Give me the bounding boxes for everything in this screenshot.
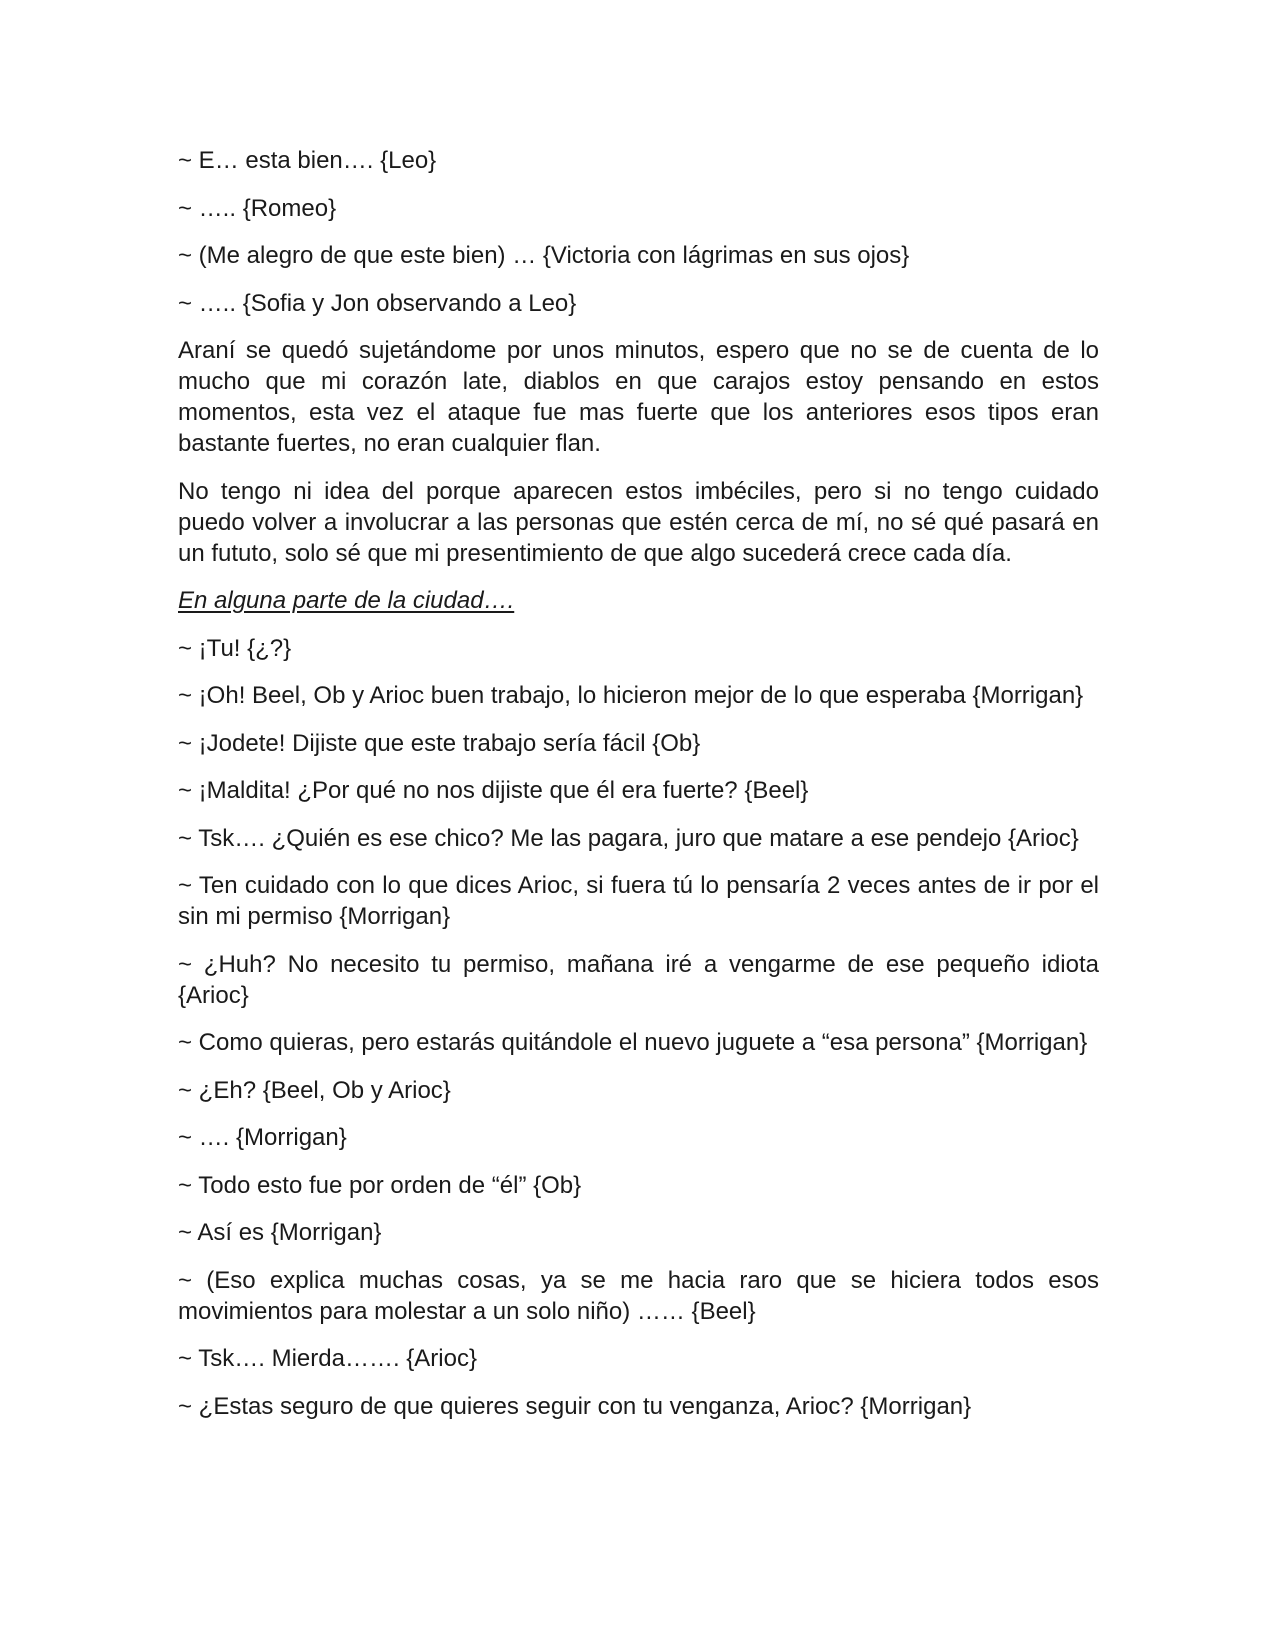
dialogue-line: ~ Ten cuidado con lo que dices Arioc, si fuera tú lo pensaría 2 veces antes de ir por el sin mi permiso {Morrigan} [178,872,1099,930]
dialogue-line: ~ Tsk…. Mierda……. {Arioc} [178,1345,477,1372]
dialogue-line: ~ ¡Jodete! Dijiste que este trabajo sería fácil {Ob} [178,729,701,757]
narrative-paragraph: Araní se quedó sujetándome por unos minutos, espero que no se de cuenta de lo mucho que mi corazón late, diablos en que carajos estoy pensando en estos momentos, esta vez el ataque fue mas fuerte que los anteriores esos tipos eran bastante fuertes, no eran cualquier flan. [178,337,1099,457]
narrative-paragraph: No tengo ni idea del porque aparecen estos imbéciles, pero si no tengo cuidado puedo volver a involucrar a las personas que estén cerca de mí, no sé qué pasará en un fututo, solo sé que mi presentimiento de que algo sucederá crece cada día. [178,477,1099,567]
dialogue-line: ~ ¿Estas seguro de que quieres seguir con tu venganza, Arioc? {Morrigan} [178,1392,972,1420]
dialogue-line: ~ ¡Maldita! ¿Por qué no nos dijiste que él era fuerte? {Beel} [178,777,809,804]
dialogue-line: ~ ¿Huh? No necesito tu permiso, mañana iré a vengarme de ese pequeño idiota {Arioc} [178,950,1099,1009]
dialogue-line: ~ Como quieras, pero estarás quitándole el nuevo juguete a “esa persona” {Morrigan} [178,1029,1088,1056]
dialogue-line: ~ ¡Tu! {¿?} [178,634,292,662]
dialogue-line: ~ (Me alegro de que este bien) … {Victoria con lágrimas en sus ojos} [178,242,910,269]
dialogue-line: ~ ….. {Romeo} [178,194,337,222]
document-body [178,145,1099,1438]
scene-heading: En alguna parte de la ciudad…. [178,587,515,614]
dialogue-line: ~ ¿Eh? {Beel, Ob y Arioc} [178,1076,451,1104]
dialogue-line: ~ Tsk…. ¿Quién es ese chico? Me las pagara, juro que matare a ese pendejo {Arioc} [178,824,1079,852]
dialogue-line: ~ ….. {Sofia y Jon observando a Leo} [178,289,577,317]
dialogue-line: ~ Así es {Morrigan} [178,1219,382,1246]
dialogue-line: ~ …. {Morrigan} [178,1124,347,1151]
dialogue-line: ~ E… esta bien…. {Leo} [178,147,437,174]
dialogue-line: ~ (Eso explica muchas cosas, ya se me hacia raro que se hiciera todos esos movimientos para molestar a un solo niño) …… {Beel} [178,1266,1099,1325]
dialogue-line: ~ ¡Oh! Beel, Ob y Arioc buen trabajo, lo hicieron mejor de lo que esperaba {Morrigan} [178,682,1084,709]
dialogue-line: ~ Todo esto fue por orden de “él” {Ob} [178,1171,582,1199]
